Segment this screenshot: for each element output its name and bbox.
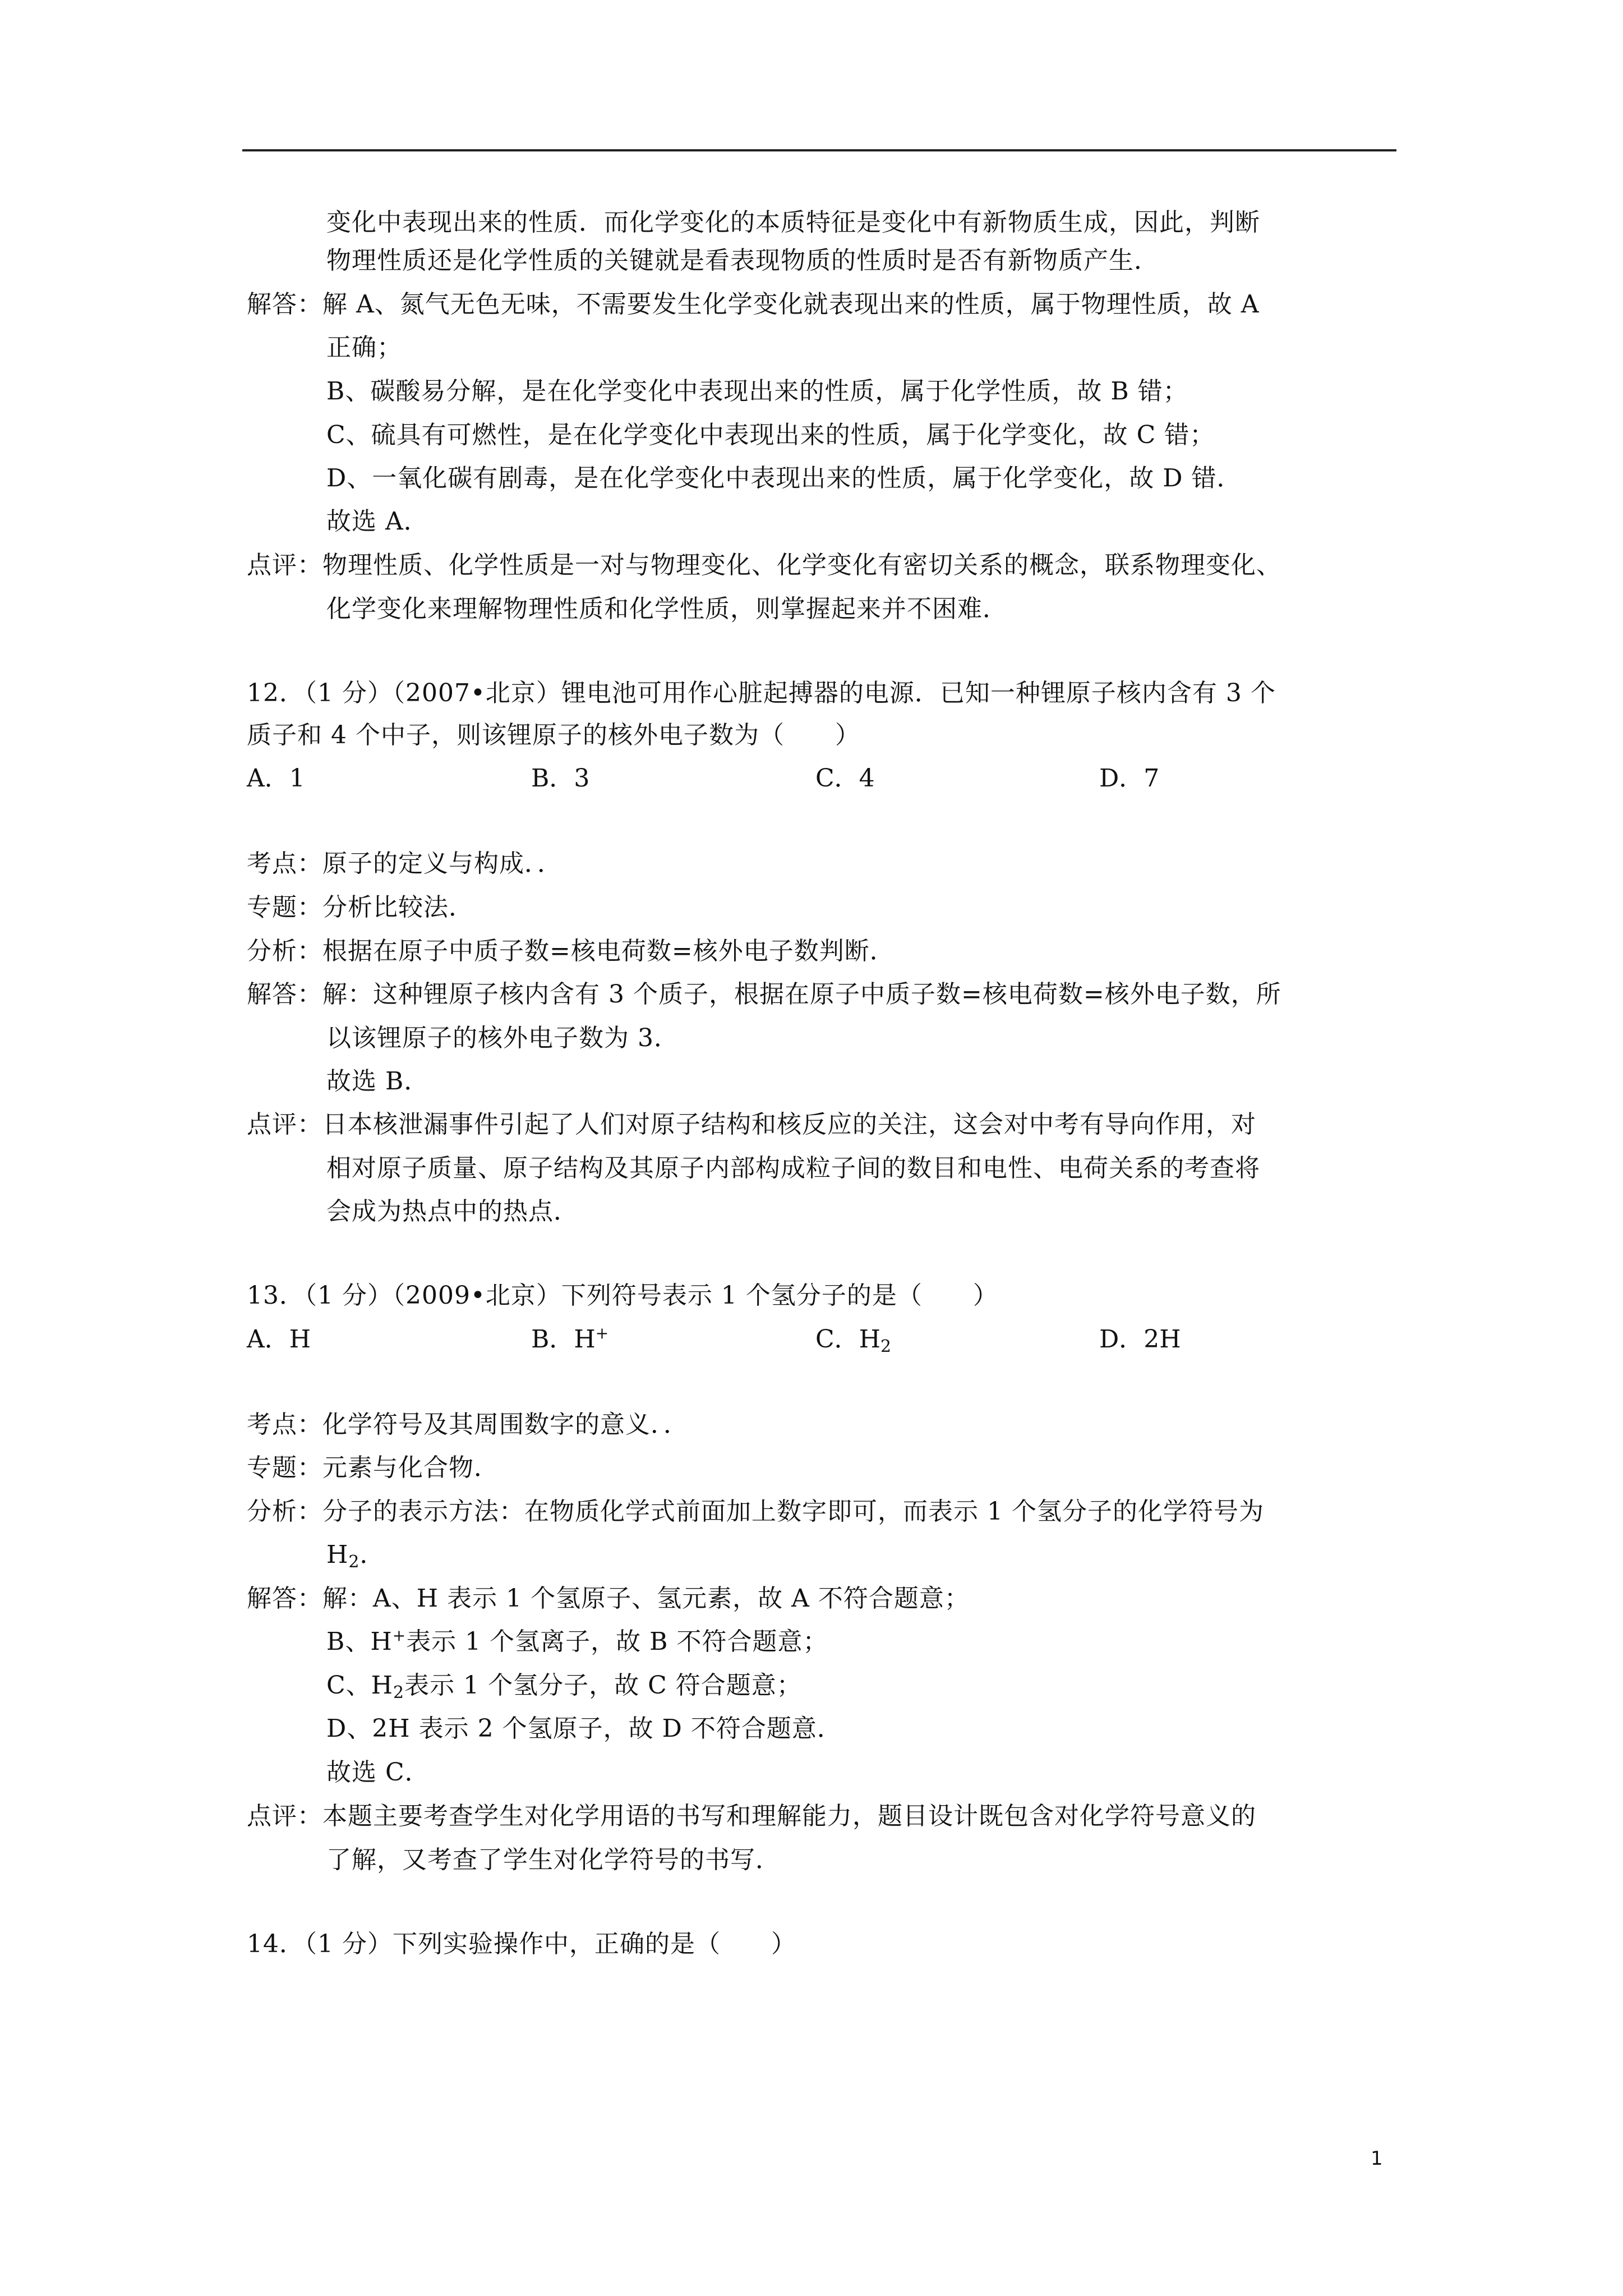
q13-jieda-line-2: B、H+表示 1 个氢离子，故 B 不符合题意； — [326, 1626, 828, 1656]
q13-jieda-line-4: D、2H 表示 2 个氢原子，故 D 不符合题意． — [326, 1714, 842, 1743]
q13-dianping-line-1: 点评：本题主要考查学生对化学用语的书写和理解能力，题目设计既包含对化学符号意义的 — [247, 1802, 1256, 1830]
q13-fenxi-line-2: $H_2$． — [326, 1540, 385, 1572]
q12-dianping-line-1: 点评：日本核泄漏事件引起了人们对原子结构和核反应的关注，这会对中考有导向作用，对 — [247, 1110, 1256, 1139]
comment-line-2: 化学变化来理解物理性质和化学性质，则掌握起来并不困难． — [326, 595, 1008, 623]
q13-option-c: C．$H_2$ — [815, 1325, 892, 1356]
page-number: 1 — [1371, 2147, 1383, 2170]
q13-jieda-line-5: 故选 C． — [326, 1758, 430, 1787]
answer-line-6: 故选 A． — [326, 507, 429, 536]
q13-option-a: A．H — [247, 1325, 311, 1354]
answer-line-1: 解答：解 A、氮气无色无味，不需要发生化学变化就表现出来的性质，属于物理性质，故 A — [247, 290, 1260, 319]
q13-option-d: D．2H — [1099, 1325, 1181, 1354]
q13-dianping-line-2: 了解，又考查了学生对化学符号的书写． — [326, 1846, 781, 1874]
q13-zhuanti: 专题：元素与化合物． — [247, 1453, 499, 1482]
q12-stem-line-2: 质子和 4 个中子，则该锂原子的核外电子数为（ ） — [247, 721, 860, 749]
answer-line-2: 正确； — [326, 333, 402, 362]
q13-jieda-line-3: C、$H_2$表示 1 个氢分子，故 C 符合题意； — [326, 1671, 802, 1703]
q13-fenxi-line-1: 分析：分子的表示方法：在物质化学式前面加上数字即可，而表示 1 个氢分子的化学符号为 — [247, 1497, 1264, 1526]
q12-option-c: C．4 — [815, 764, 875, 793]
q12-option-b: B．3 — [531, 764, 590, 793]
q13-kaodian: 考点：化学符号及其周围数字的意义．． — [247, 1410, 689, 1439]
q12-fenxi: 分析：根据在原子中质子数=核电荷数=核外电子数判断． — [247, 937, 895, 965]
q12-dianping-line-3: 会成为热点中的热点． — [326, 1197, 579, 1226]
q14-stem: 14．（1 分）下列实验操作中，正确的是（ ） — [247, 1930, 796, 1958]
q13-jieda-line-1: 解答：解：A、H 表示 1 个氢原子、氢元素，故 A 不符合题意； — [247, 1584, 970, 1613]
q12-jieda-line-1: 解答：解：这种锂原子核内含有 3 个质子，根据在原子中质子数=核电荷数=核外电子数，所 — [247, 980, 1281, 1009]
answer-line-4: C、硫具有可燃性，是在化学变化中表现出来的性质，属于化学变化，故 C 错； — [326, 421, 1215, 449]
q12-option-d: D．7 — [1099, 764, 1160, 793]
q13-stem: 13．（1 分）（2009•北京）下列符号表示 1 个氢分子的是（ ） — [247, 1281, 998, 1310]
q12-zhuanti: 专题：分析比较法． — [247, 893, 474, 922]
comment-line-1: 点评：物理性质、化学性质是一对与物理变化、化学变化有密切关系的概念，联系物理变化、 — [247, 551, 1281, 579]
q12-stem-line-1: 12．（1 分）（2007•北京）锂电池可用作心脏起搏器的电源．已知一种锂原子核内含有 3 个 — [247, 679, 1276, 707]
q12-kaodian: 考点：原子的定义与构成．． — [247, 849, 562, 878]
header-rule — [242, 149, 1396, 151]
q13-option-b: B．H+ — [531, 1324, 609, 1354]
analysis-continuation-line-1: 变化中表现出来的性质．而化学变化的本质特征是变化中有新物质生成，因此，判断 — [326, 208, 1260, 237]
analysis-continuation-line-2: 物理性质还是化学性质的关键就是看表现物质的性质时是否有新物质产生． — [326, 246, 1159, 275]
answer-line-5: D、一氧化碳有剧毒，是在化学变化中表现出来的性质，属于化学变化，故 D 错． — [326, 464, 1242, 493]
q12-option-a: A．1 — [247, 764, 305, 793]
q12-jieda-line-2: 以该锂原子的核外电子数为 3． — [326, 1024, 679, 1052]
answer-line-3: B、碳酸易分解，是在化学变化中表现出来的性质，属于化学性质，故 B 错； — [326, 377, 1188, 406]
q12-jieda-line-3: 故选 B． — [326, 1067, 430, 1096]
q12-dianping-line-2: 相对原子质量、原子结构及其原子内部构成粒子间的数目和电性、电荷关系的考查将 — [326, 1154, 1260, 1182]
